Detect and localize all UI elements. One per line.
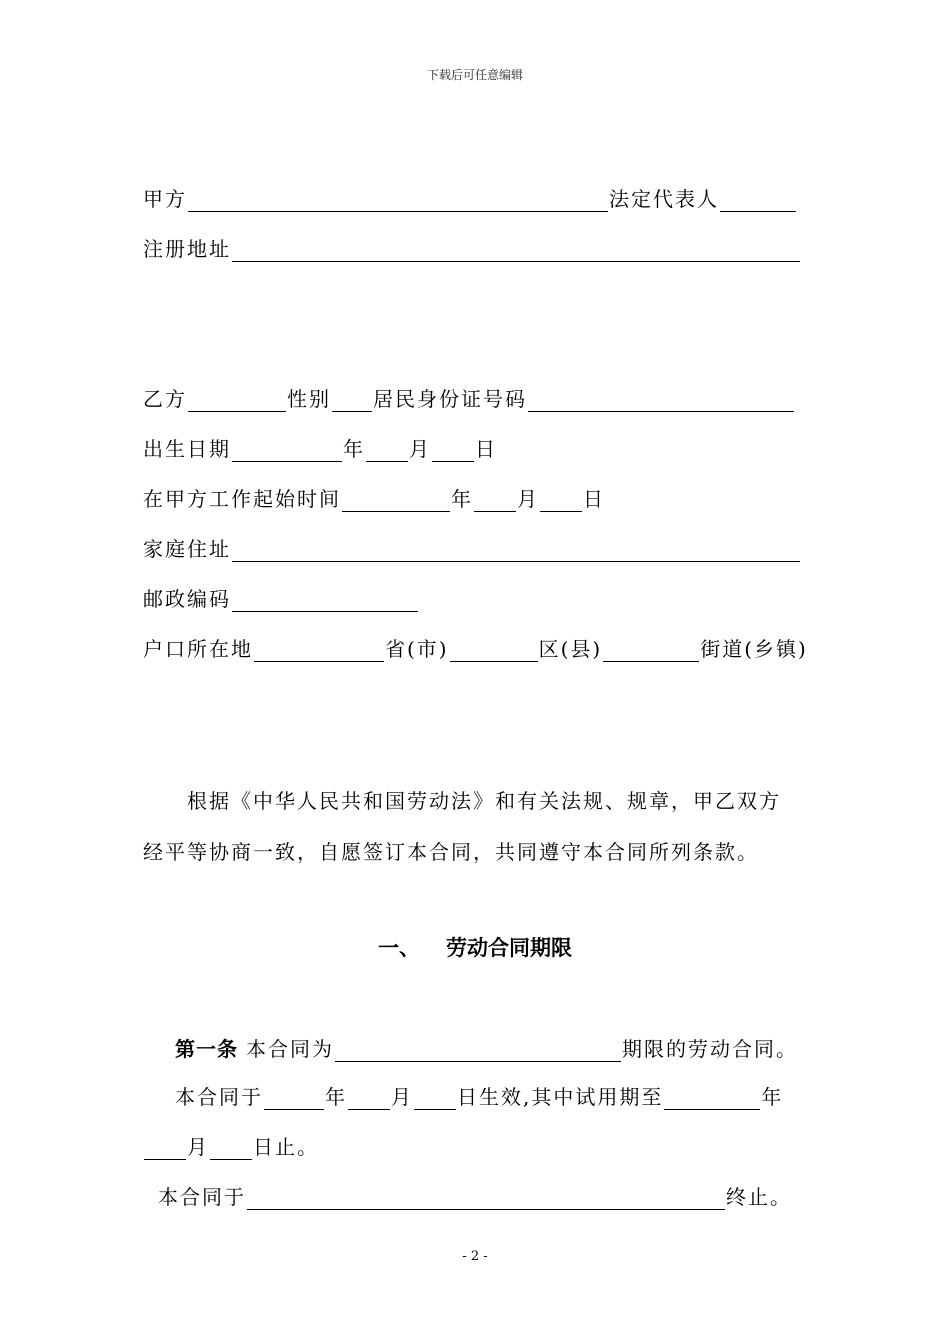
birth-date-line <box>143 434 497 462</box>
contract-term-blank[interactable] <box>335 1039 621 1062</box>
start-month-blank[interactable] <box>474 489 516 512</box>
effective-day-blank[interactable] <box>414 1087 456 1110</box>
id-number-blank[interactable] <box>528 389 794 412</box>
party-b-line <box>143 384 795 412</box>
page-header: 下载后可任意编辑 <box>426 68 523 82</box>
district-label: 区(县) <box>538 637 603 661</box>
birth-day-blank[interactable] <box>432 439 474 462</box>
intro-line-2: 经平等协商一致，自愿签订本合同，共同遵守本合同所列条款。 <box>143 840 759 864</box>
gender-label: 性别 <box>287 387 331 411</box>
hukou-district-blank[interactable] <box>450 639 538 662</box>
year-unit: 年 <box>343 437 365 461</box>
probation-month-blank[interactable] <box>144 1137 186 1160</box>
probation-end-line <box>143 1132 319 1160</box>
home-address-label: 家庭住址 <box>143 537 231 561</box>
section-title: 劳动合同期限 <box>446 936 572 960</box>
section-number: 一、 <box>378 936 420 960</box>
year-unit: 年 <box>761 1085 784 1109</box>
start-day-blank[interactable] <box>540 489 582 512</box>
registered-address-label: 注册地址 <box>143 237 231 261</box>
effective-month-blank[interactable] <box>348 1087 390 1110</box>
postcode-blank[interactable] <box>232 589 418 612</box>
month-unit: 月 <box>409 437 431 461</box>
hukou-label: 户口所在地 <box>143 637 253 661</box>
terminate-suffix: 终止。 <box>726 1185 792 1209</box>
month-unit: 月 <box>517 487 539 511</box>
termination-line <box>158 1182 792 1210</box>
terminate-prefix: 本合同于 <box>158 1185 246 1209</box>
day-unit: 日 <box>475 437 497 461</box>
effective-suffix: 日生效,其中试用期至 <box>457 1085 664 1109</box>
postcode-line <box>143 584 419 612</box>
year-unit: 年 <box>325 1085 347 1109</box>
month-unit: 月 <box>391 1085 413 1109</box>
hukou-street-blank[interactable] <box>603 639 699 662</box>
probation-end-suffix: 日止。 <box>253 1135 319 1159</box>
start-year-blank[interactable] <box>342 489 450 512</box>
intro-line-1: 根据《中华人民共和国劳动法》和有关法规、规章，甲乙双方 <box>187 789 781 813</box>
gender-blank[interactable] <box>332 389 372 412</box>
start-date-line <box>143 484 605 512</box>
article-1-text-2: 期限的劳动合同。 <box>622 1037 798 1061</box>
street-label: 街道(乡镇) <box>700 637 808 661</box>
termination-blank[interactable] <box>247 1187 725 1210</box>
legal-rep-label: 法定代表人 <box>609 187 719 211</box>
postcode-label: 邮政编码 <box>143 587 231 611</box>
article-1-line <box>175 1034 798 1062</box>
party-a-blank[interactable] <box>188 189 608 212</box>
probation-day-blank[interactable] <box>210 1137 252 1160</box>
effective-date-line <box>175 1082 783 1110</box>
birth-year-blank[interactable] <box>232 439 342 462</box>
id-number-label: 居民身份证号码 <box>373 387 527 411</box>
section-heading <box>0 932 950 962</box>
start-date-label: 在甲方工作起始时间 <box>143 487 341 511</box>
registered-address-blank[interactable] <box>232 239 800 262</box>
day-unit: 日 <box>583 487 605 511</box>
home-address-blank[interactable] <box>232 539 800 562</box>
party-a-line <box>143 184 797 212</box>
birth-month-blank[interactable] <box>366 439 408 462</box>
home-address-line <box>143 534 801 562</box>
registered-address-line <box>143 234 801 262</box>
party-a-label: 甲方 <box>143 187 187 211</box>
hukou-line <box>143 634 808 662</box>
page-number: - 2 - <box>462 1249 488 1264</box>
article-1-text-1: 本合同为 <box>246 1037 334 1061</box>
effective-year-blank[interactable] <box>264 1087 324 1110</box>
month-unit: 月 <box>187 1135 209 1159</box>
birth-date-label: 出生日期 <box>143 437 231 461</box>
year-unit: 年 <box>451 487 473 511</box>
article-1-label: 第一条 <box>175 1037 238 1061</box>
hukou-province-blank[interactable] <box>254 639 384 662</box>
party-b-blank[interactable] <box>188 389 286 412</box>
effective-prefix: 本合同于 <box>175 1085 263 1109</box>
party-b-label: 乙方 <box>143 387 187 411</box>
legal-rep-blank[interactable] <box>720 189 796 212</box>
province-label: 省(市) <box>385 637 449 661</box>
probation-year-blank[interactable] <box>664 1087 760 1110</box>
